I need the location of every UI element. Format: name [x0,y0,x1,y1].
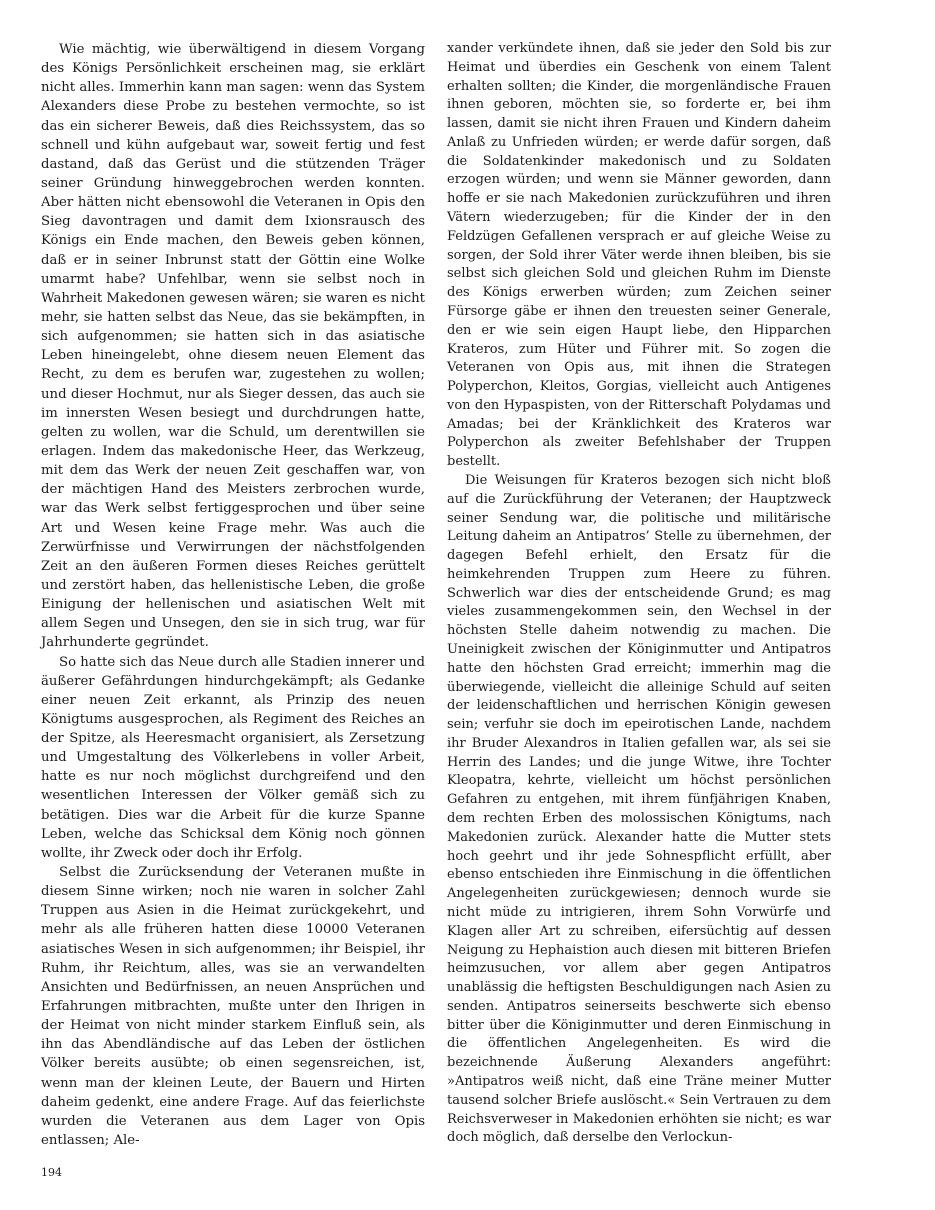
paragraph: Wie mächtig, wie überwältigend in diesem Vorgang des Königs Persönlichkeit erscheinen mag, sie erklärt nicht alles. Immerhin kann man sagen: wenn das System Alexanders diese Probe zu bestehen vermochte, so ist das ein sicherer Beweis, daß dies Reichssystem, das so schnell und kühn aufgebaut war, soweit fertig und fest dastand, daß das Gerüst und die stützenden Träger seiner Gründung hinweggebrochen werden konnten. Aber hätten nicht ebensowohl die Veteranen in Opis den Sieg davontragen und damit dem Ixionsrausch des Königs ein Ende machen, den Beweis geben können, daß er in seiner Inbrunst statt der Göttin eine Wolke umarmt habe? Unfehlbar, wenn sie selbst noch in Wahrheit Makedonen gewesen wären; sie waren es nicht mehr, sie hatten selbst das Neue, das sie bekämpften, in sich aufgenommen; sie hatten sich in das asiatische Leben hineingelebt, ohne diesem neuen Element das Recht, zu dem es berufen war, zugestehen zu wollen; und dieser Hochmut, nur als Sieger dessen, das auch sie im innersten Wesen besiegt und durchdrungen hatte, gelten zu wollen, war die Schuld, um derentwillen sie erlagen. Indem das makedonische Heer, das Werkzeug, mit dem das Werk der neuen Zeit geschaffen war, von der mächtigen Hand des Meisters zerbrochen wurde, war das Werk selbst fertiggesprochen und über seine Art und Wesen keine Frage mehr. Was auch die Zerwürfnisse und Verwirrungen der nächstfolgenden Zeit an den äußeren Formen dieses Reiches gerüttelt und zerstört haben, das hellenistische Leben, die große Einigung der hellenischen und asiatischen Welt mit allem Segen und Unsegen, den sie in sich trug, war für Jahrhunderte gegründet. [41,42,425,651]
page-number: 194 [41,1166,62,1179]
paragraph: Selbst die Zurücksendung der Veteranen mußte in diesem Sinne wirken; noch nie waren in solcher Zahl Truppen aus Asien in die Heimat zurückgekehrt, und mehr als alle früheren hatten diese 10000 Veteranen asiatisches Wesen in sich aufgenommen; ihr Beispiel, ihr Ruhm, ihr Reichtum, alles, was sie an verwandelten Ansichten und Bedürfnissen, an neuen Ansprüchen und Erfahrungen mitbrachten, mußte unter den Ihrigen in der Heimat von nicht minder starkem Einfluß sein, als ihn das Abendländische auf das Leben der östlichen Völker bereits ausübte; ob einen segensreichen, ist, wenn man der kleinen Leute, der Bauern und Hirten daheim gedenkt, eine andere Frage. Auf das feierlichste wurden die Veteranen aus dem Lager von Opis entlassen; Ale- [41,865,425,1149]
paragraph: So hatte sich das Neue durch alle Stadien innerer und äußerer Gefährdungen hindurchgekämpft; als Gedanke einer neuen Zeit erkannt, als Prinzip des neuen Königtums ausgesprochen, als Regiment des Reiches an der Spitze, als Heeresmacht organisiert, als Zersetzung und Umgestaltung des Völkerlebens in voller Arbeit, hatte es nur noch möglichst durchgreifend und den wesentlichen Interessen der Völker gemäß sich zu betätigen. Dies war die Arbeit für die kurze Spanne Leben, welche das Schicksal dem König noch gönnen wollte, ihr Zweck oder doch ihr Erfolg. [41,654,425,861]
paragraph-continuation: xander verkündete ihnen, daß sie jeder den Sold bis zur Heimat und überdies ein Geschenk von einem Talent erhalten sollten; die Kinder, die morgenländische Frauen ihnen geboren, möchten sie, so forderte er, bei ihm lassen, damit sie nicht ihren Frauen und Kindern daheim Anlaß zu Unfrieden würden; er werde dafür sorgen, daß die Soldatenkinder makedonisch und zu Soldaten erzogen würden; und wenn sie Männer geworden, dann hoffe er sie nach Makedonien zurückzuführen und ihren Vätern wiederzugeben; für die Kinder der in den Feldzügen Gefallenen versprach er auf gleiche Weise zu sorgen, der Sold ihrer Väter werde ihnen bleiben, bis sie selbst sich gleichen Sold und gleichen Ruhm im Dienste des Königs erwerben würden; zum Zeichen seiner Fürsorge gäbe er ihnen den treuesten seiner Generale, den er wie sein eigen Haupt liebe, den Hipparchen Krateros, zum Hüter und Führer mit. So zogen die Veteranen von Opis aus, mit ihnen die Strategen Polyperchon, Kleitos, Gorgias, vielleicht auch Antigenes von den Hypaspisten, von der Ritterschaft Polydamas und Amadas; bei der Kränklichkeit des Krateros war Polyperchon als zweiter Befehlshaber der Truppen bestellt. [447,41,831,470]
right-text-column [447,40,831,1148]
left-text-column [41,40,425,1150]
paragraph: Die Weisungen für Krateros bezogen sich nicht bloß auf die Zurückführung der Veteranen; der Hauptzweck seiner Sendung war, die politische und militärische Leitung daheim an Antipatros’ Stelle zu übernehmen, der dagegen Befehl erhielt, den Ersatz für die heimkehrenden Truppen zum Heere zu führen. Schwerlich war dies der entscheidende Grund; es mag vieles zusammengekommen sein, den Wechsel in der höchsten Stelle daheim notwendig zu machen. Die Uneinigkeit zwischen der Königinmutter und Antipatros hatte den höchsten Grad erreicht; immerhin mag die überwiegende, vielleicht die alleinige Schuld auf seiten der leidenschaftlichen und herrischen Königin gewesen sein; verfuhr sie doch im epeirotischen Lande, nachdem ihr Bruder Alexandros in Italien gefallen war, als sei sie Herrin des Landes; und die junge Witwe, ihre Tochter Kleopatra, kehrte, vielleicht um höchst persönlichen Gefahren zu entgehen, mit ihrem fünfjährigen Knaben, dem rechten Erben des molossischen Königtums, nach Makedonien zurück. Alexander hatte die Mutter stets hoch geehrt und ihr jede Sohnespflicht erfüllt, aber ebenso entschieden ihre Einmischung in die öffentlichen Angelegenheiten zurückgewiesen; dennoch wurde sie nicht müde zu intrigieren, ihrem Sohn Vorwürfe und Klagen aller Art zu schreiben, eifersüchtig auf dessen Neigung zu Hephaistion auch diesen mit bitteren Briefen heimzusuchen, vor allem aber gegen Antipatros unablässig die heftigsten Beschuldigungen nach Asien zu senden. Antipatros seinerseits beschwerte sich ebenso bitter über die Königinmutter und deren Einmischung in die öffentlichen Angelegenheiten. Es wird die bezeichnende Äußerung Alexanders angeführt: »Antipatros weiß nicht, daß eine Träne meiner Mutter tausend solcher Briefe auslöscht.« Sein Vertrauen zu dem Reichsverweser in Makedonien erhöhten sie nicht; es war doch möglich, daß derselbe den Verlockun- [447,472,831,1146]
